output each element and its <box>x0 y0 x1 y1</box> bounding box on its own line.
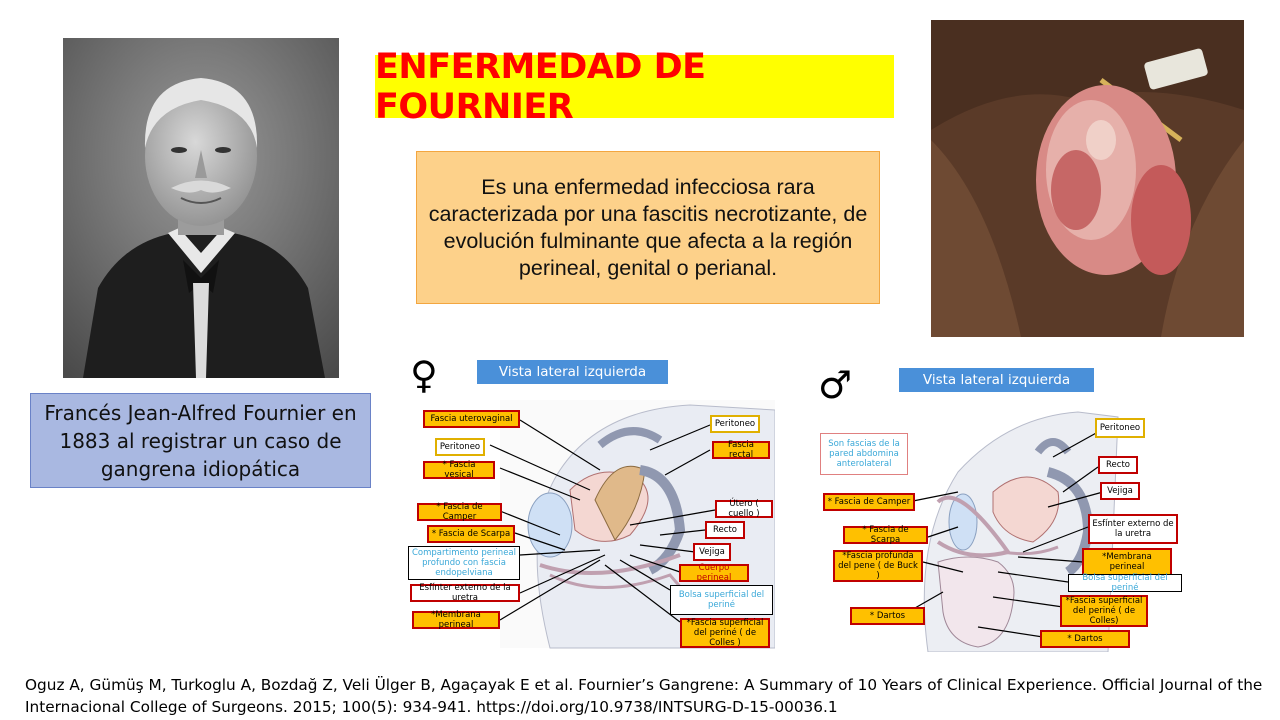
label-compartimento: Compartimento perineal profundo con fascia endopelviana <box>408 546 520 580</box>
label-esfinter: Esfínter externo de la uretra <box>1088 514 1178 544</box>
female-symbol: ♀ <box>410 353 438 397</box>
label-fascia-scarpa: * Fascia de Scarpa <box>843 526 928 544</box>
label-vejiga: Vejiga <box>693 543 731 561</box>
male-view-title: Vista lateral izquierda <box>899 368 1094 392</box>
reference-citation: Oguz A, Gümüş M, Turkoglu A, Bozdağ Z, Veli Ülger B, Agaçayak E et al. Fournier’s Gangrene: A Summary of 10 Years of Clinical Experience. Official Journal of the Internacional College of Surgeons. 2015; 100(5): 934-941. https://doi.org/10.9738/INTSURG-D-15-00036.1 <box>25 676 1263 716</box>
label-fascia-superficial: *Fascia superficial del periné ( de Colles ) <box>680 618 770 648</box>
portrait-photo <box>63 38 339 378</box>
label-membrana: *Membrana perineal <box>412 611 500 629</box>
male-anatomy-diagram <box>818 362 1184 652</box>
label-utero: Útero ( cuello ) <box>715 500 773 518</box>
label-recto: Recto <box>705 521 745 539</box>
label-peritoneo-right: Peritoneo <box>710 415 760 433</box>
label-dartos-right: * Dartos <box>1040 630 1130 648</box>
label-peritoneo: Peritoneo <box>1095 418 1145 438</box>
caption-text: Francés Jean-Alfred Fournier en 1883 al registrar un caso de gangrena idiopática <box>44 400 357 481</box>
description-box <box>416 151 880 304</box>
female-view-title: Vista lateral izquierda <box>477 360 668 384</box>
female-anatomy-diagram <box>400 350 775 652</box>
label-esfinter: Esfínter externo de la uretra <box>410 584 520 602</box>
label-dartos-left: * Dartos <box>850 607 925 625</box>
label-note-fascias: Son fascias de la pared abdomina anterolateral <box>820 433 908 475</box>
label-bolsa-superficial: Bolsa superficial del periné <box>670 585 773 615</box>
label-fascia-uterovaginal: Fascia uterovaginal <box>423 410 520 428</box>
label-fascia-scarpa: * Fascia de Scarpa <box>427 525 515 543</box>
page-title: ENFERMEDAD DE FOURNIER <box>375 55 894 118</box>
clinical-photo <box>931 20 1244 337</box>
label-cuerpo-perineal: Cuerpo perineal <box>679 564 749 582</box>
description-text: Es una enfermedad infecciosa rara caracterizada por una fascitis necrotizante, de evolución fulminante que afecta a la región perineal, genital o perianal. <box>428 174 868 280</box>
label-bolsa-superficial: Bolsa superficial del periné <box>1068 574 1182 592</box>
portrait-caption <box>30 393 371 488</box>
label-fascia-superficial: *Fascia superficial del periné ( de Colles) <box>1060 595 1148 627</box>
male-symbol: ♂ <box>818 363 853 407</box>
label-fascia-rectal: Fascia rectal <box>712 441 770 459</box>
label-fascia-camper: * Fascia de Camper <box>417 503 502 521</box>
label-membrana: *Membrana perineal <box>1082 548 1172 576</box>
label-peritoneo-left: Peritoneo <box>435 438 485 456</box>
label-fascia-camper: * Fascia de Camper <box>823 493 915 511</box>
label-fascia-profunda: *Fascia profunda del pene ( de Buck ) <box>833 550 923 582</box>
label-fascia-vesical: * Fascia vesical <box>423 461 495 479</box>
label-recto: Recto <box>1098 456 1138 474</box>
label-vejiga: Vejiga <box>1100 482 1140 500</box>
